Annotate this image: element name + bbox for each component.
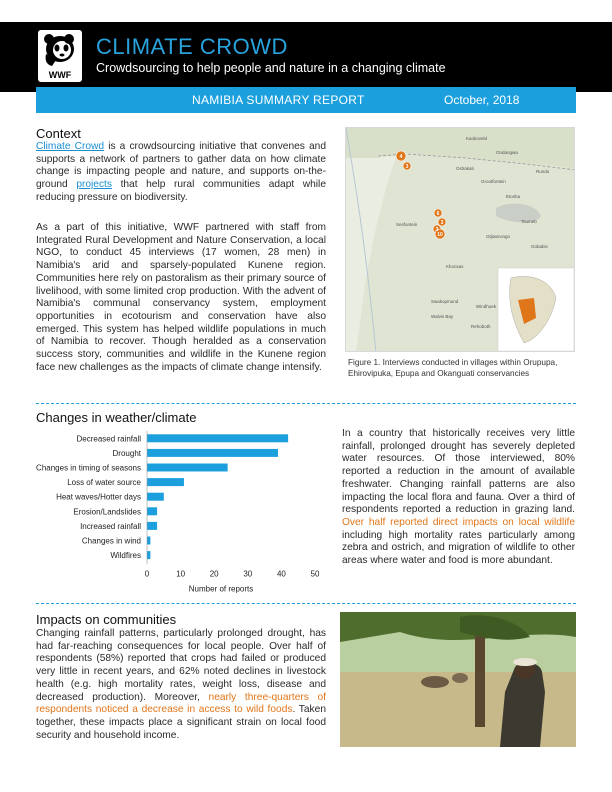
impacts-highlight: nearly three-quarters of respondents noticed a decrease in access to wild foods [36, 691, 326, 716]
bar [147, 464, 228, 472]
map-place-label: Walvis Bay [431, 314, 454, 319]
weather-paragraph [342, 428, 575, 568]
bar [147, 507, 157, 515]
section-divider [36, 603, 576, 604]
map-place-label: Gobabis [531, 244, 548, 249]
page-title: CLIMATE CROWD [96, 34, 288, 59]
category-label: Decreased rainfall [76, 434, 141, 444]
category-label: Wildfires [110, 551, 141, 561]
map-place-label: Ondangwa [496, 150, 518, 155]
context-text-b: that help rural communities adapt while reducing pressure on biodiversity. [36, 179, 326, 203]
impacts-heading: Impacts on communities [36, 612, 177, 627]
weather-bar-chart [20, 425, 330, 603]
namibia-map [345, 127, 575, 352]
map-place-label: Rundu [536, 169, 550, 174]
x-tick-label: 0 [144, 569, 150, 579]
map-marker-count: 10 [437, 232, 443, 238]
map-place-label: Khorixas [446, 264, 464, 269]
context-heading: Context [36, 126, 81, 141]
x-tick-label: 20 [209, 569, 219, 579]
projects-link[interactable]: projects [76, 179, 112, 191]
weather-text-b: including high mortality rates particularly among zebra and ostrich, and migration of wildlife to other areas where water and food is more abundant. [342, 529, 575, 567]
map-place-label: Etosha [506, 194, 521, 199]
bar [147, 478, 184, 486]
section-divider [36, 403, 576, 404]
category-label: Loss of water source [67, 478, 141, 488]
bar [147, 551, 150, 559]
context-paragraph-1 [36, 141, 326, 205]
map-place-label: Rehoboth [471, 324, 491, 329]
weather-text-a: In a country that historically receives very little rainfall, prolonged drought has severely depleted water resources. Of those interviewed, 80% reported a reduction in the amount of available freshwater. Changing rainfall patterns are also impacting the local flora and fauna. Over a third of respondents reported a reduction in grazing land. [342, 428, 575, 516]
category-label: Changes in wind [81, 536, 141, 546]
bar [147, 449, 278, 457]
x-tick-label: 40 [276, 569, 286, 579]
map-place-label: Swakopmund [431, 299, 459, 304]
category-label: Increased rainfall [80, 521, 141, 531]
weather-highlight: Over half reported direct impacts on local wildlife [342, 516, 575, 528]
category-label: Erosion/Landslides [73, 507, 141, 517]
impacts-paragraph [36, 628, 326, 742]
map-place-label: Sesfontein [396, 222, 418, 227]
weather-heading: Changes in weather/climate [36, 410, 197, 425]
map-place-label: Grootfontein [481, 179, 506, 184]
map-place-label: Otjiwarongo [486, 234, 511, 239]
wwf-panda-logo [38, 30, 82, 82]
map-marker-count: 3 [405, 164, 409, 170]
map-place-label: Tsumeb [521, 219, 537, 224]
x-axis-title: Number of reports [188, 584, 254, 594]
x-tick-label: 50 [310, 569, 320, 579]
map-marker-count: 4 [399, 154, 403, 160]
map-place-label: Kaokoveld [466, 136, 488, 141]
bar [147, 537, 150, 545]
impacts-text-a: Changing rainfall patterns, particularly prolonged drought, has had far-reaching consequences for local people. Over half of respondents (58%) reported that crops had failed or produced very little in recent years, and 62% noted declines in livestock health (e.g. high mortality rates, weight loss, disease and decreased production). Moreover, [36, 628, 326, 703]
category-label: Changes in timing of seasons [36, 463, 141, 473]
logo-text: WWF [48, 70, 72, 80]
context-text-a: is a crowdsourcing initiative that convenes and supports a network of partners to gather data on how climate change is impacting people and nature, and supports on-the-ground [36, 141, 326, 191]
category-label: Drought [112, 448, 141, 458]
map-place-label: Windhoek [476, 304, 497, 309]
report-date: October, 2018 [444, 93, 520, 107]
map-place-label: Oshakati [456, 166, 474, 171]
climate-crowd-link[interactable]: Climate Crowd [36, 141, 105, 152]
bar [147, 493, 164, 501]
map-caption: Figure 1. Interviews conducted in villages within Orupupa, Ehirovipuka, Epupa and Okanguati conservancies [348, 358, 558, 378]
report-banner [36, 87, 576, 113]
bar [147, 522, 157, 530]
page-subtitle: Crowdsourcing to help people and nature in a changing climate [96, 61, 446, 75]
map-marker-count: 6 [436, 211, 440, 217]
category-label: Heat waves/Hotter days [56, 492, 141, 502]
map-marker-count: 3 [435, 227, 439, 233]
x-tick-label: 10 [176, 569, 186, 579]
bar [147, 434, 288, 442]
map-marker-count: 3 [440, 220, 444, 226]
impacts-text-b: . Taken together, these impacts place a significant strain on local food security and household income. [36, 704, 326, 741]
context-paragraph-2: As a part of this initiative, WWF partnered with staff from Integrated Rural Development and Nature Conservation, a local NGO, to conduct 45 interviews (17 women, 28 men) in Namibia's arid and sparsely-populated Kunene region. Communities here rely on pastoralism as their primary source of livelihood, with some limited crop production. With the advent of Namibia's communal conservancy system, employment opportunities in ecotourism and conservation have also emerged. This system has helped wildlife populations in much of Namibia to recover. Though heralded as a conservation success story, communities and wildlife in the Kunene region face new challenges as the impacts of climate change intensify. [36, 222, 326, 373]
report-name: NAMIBIA SUMMARY REPORT [192, 93, 365, 107]
report-header [0, 22, 612, 92]
community-photo [340, 612, 576, 747]
x-tick-label: 30 [243, 569, 253, 579]
